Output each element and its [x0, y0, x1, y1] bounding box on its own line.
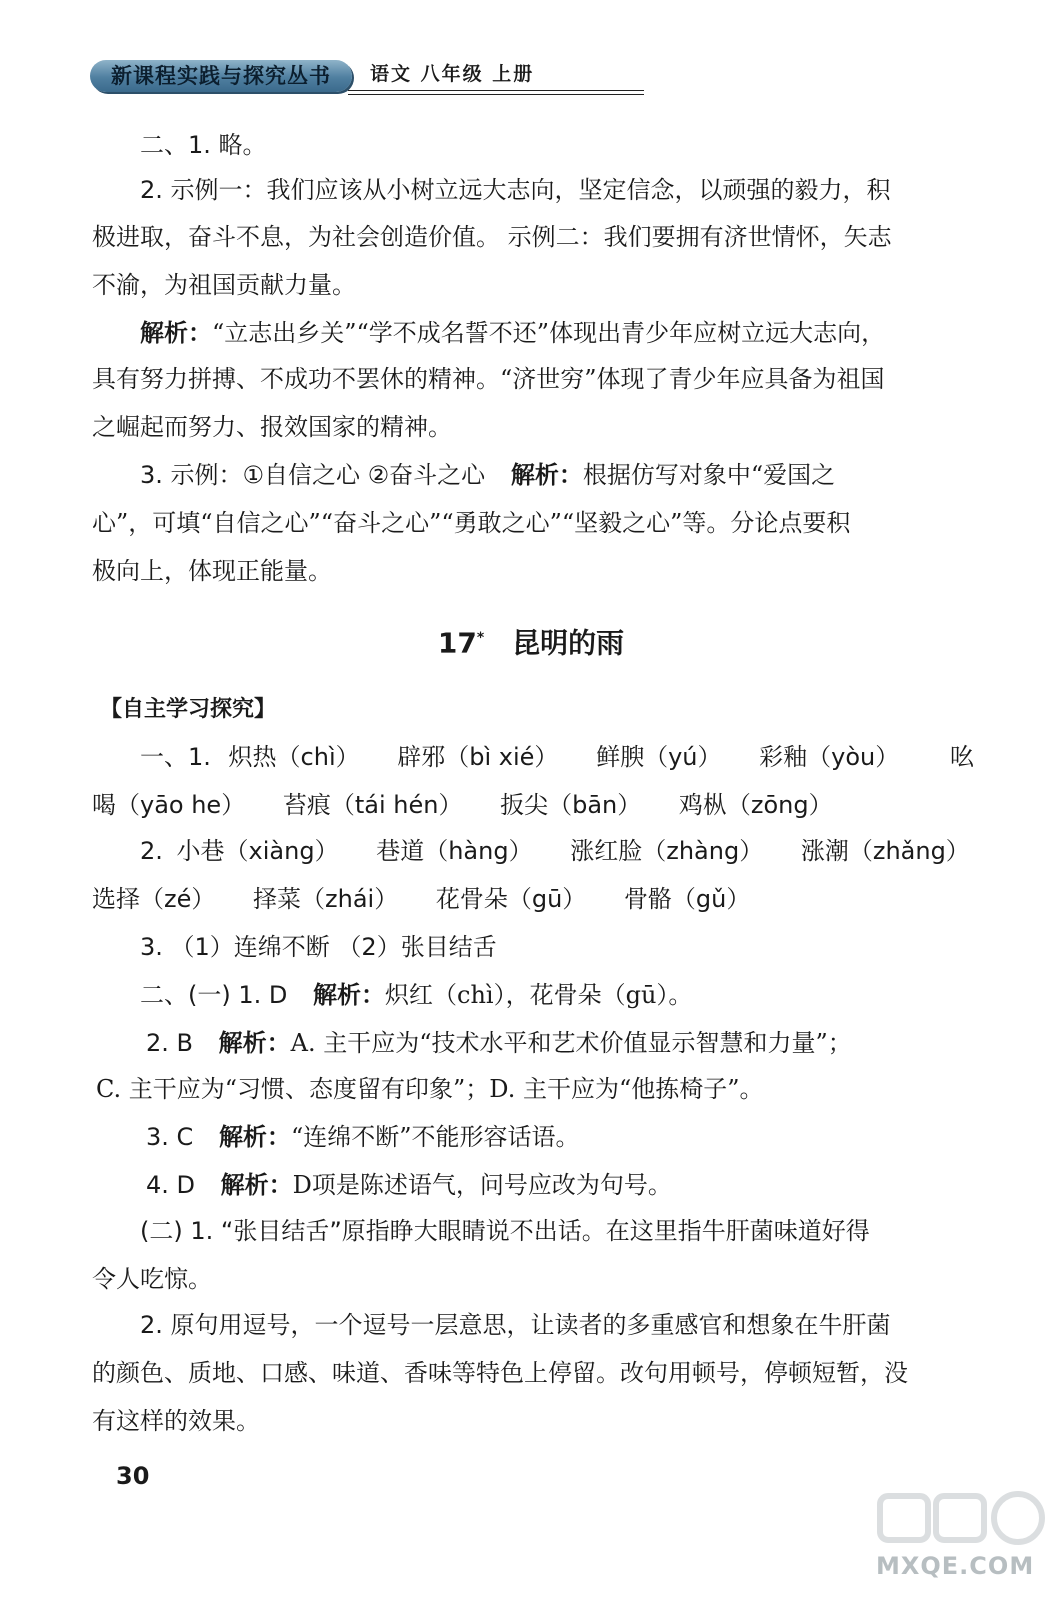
- answer-line: 2. 原句用逗号，一个逗号一层意思，让读者的多重感官和想象在牛肝菌: [140, 1311, 891, 1339]
- analysis-text: “立志出乡关”“学不成名誓不还”体现出青少年应树立远大志向，: [212, 319, 886, 347]
- watermark-text: MXQE.COM: [876, 1552, 1035, 1580]
- answer-line: 2. 示例一：我们应该从小树立远大志向，坚定信念，以顽强的毅力，积: [140, 176, 891, 204]
- pinyin-row: [140, 834, 970, 868]
- page-number: 30: [116, 1462, 150, 1490]
- pinyin-word: 鸡枞（zōng）: [678, 791, 833, 819]
- pinyin-word: 辟邪（bì xié）: [397, 743, 559, 771]
- answer-text: 3. 示例：①自信之心 ②奋斗之心: [140, 461, 486, 489]
- answer-text: 2. B: [146, 1029, 193, 1057]
- pinyin-word: 苔痕（tái hén）: [282, 791, 463, 819]
- analysis-line: 心”，可填“自信之心”“奋斗之心”“勇敢之心”“坚毅之心”等。分论点要积: [92, 509, 851, 537]
- answer-line: [140, 978, 692, 1012]
- answer-line: (二) 1. “张目结舌”原指睁大眼睛说不出话。在这里指牛肝菌味道好得: [140, 1217, 870, 1245]
- answer-text: 二、(一) 1. D: [140, 981, 288, 1009]
- answer-line: 有这样的效果。: [92, 1407, 260, 1435]
- answer-line: 的颜色、质地、口感、味道、香味等特色上停留。改句用顿号，停顿短暂，没: [92, 1359, 908, 1387]
- page-header: [90, 60, 550, 94]
- pinyin-word: 小巷（xiàng）: [176, 837, 339, 865]
- section-title: 【自主学习探究】: [100, 697, 277, 722]
- lesson-number: 17: [437, 626, 477, 660]
- item-number: 2.: [140, 837, 163, 865]
- pinyin-row: [140, 740, 899, 774]
- series-title: 新课程实践与探究丛书: [90, 60, 352, 92]
- analysis-text: 炽红（chì），花骨朵（gū）。: [385, 981, 693, 1009]
- answer-line: 3. （1）连绵不断 （2）张目结舌: [140, 933, 497, 961]
- pinyin-word: 扳尖（bān）: [500, 791, 642, 819]
- lesson-name: 昆明的雨: [512, 626, 625, 660]
- pinyin-word: 涨红脸（zhàng）: [570, 837, 764, 865]
- subject-grade-label: 语文 八年级 上册: [370, 63, 535, 85]
- analysis-line: C. 主干应为“习惯、态度留有印象”；D. 主干应为“他拣椅子”。: [96, 1075, 764, 1103]
- item-number: 一、1.: [140, 743, 211, 771]
- pinyin-word: 巷道（hàng）: [376, 837, 533, 865]
- analysis-text: 根据仿写对象中“爱国之: [582, 461, 836, 489]
- analysis-label: 解析：: [218, 1123, 291, 1151]
- pinyin-word: 吆: [950, 743, 974, 771]
- answer-line: [146, 1168, 672, 1202]
- analysis-text: “连绵不断”不能形容话语。: [290, 1123, 580, 1151]
- analysis-text: D项是陈述语气，问号应改为句号。: [292, 1171, 672, 1199]
- answer-line: 不渝，为祖国贡献力量。: [92, 271, 356, 299]
- analysis-line: 极向上，体现正能量。: [92, 557, 332, 585]
- answer-line: 令人吃惊。: [92, 1265, 212, 1293]
- lesson-title: [0, 618, 1062, 663]
- pinyin-row: [92, 882, 750, 916]
- analysis-label: 解析：: [140, 319, 212, 347]
- pinyin-word: 骨骼（gǔ）: [623, 885, 751, 913]
- analysis-line: [140, 316, 885, 350]
- answer-line: [140, 458, 835, 492]
- analysis-label: 解析：: [218, 1029, 291, 1057]
- header-rule: [348, 90, 644, 95]
- pinyin-word: 鲜腴（yú）: [596, 743, 722, 771]
- pinyin-word: 择菜（zhái）: [253, 885, 399, 913]
- pinyin-word: 彩釉（yòu）: [759, 743, 900, 771]
- answer-line: 极进取，奋斗不息，为社会创造价值。 示例二：我们要拥有济世情怀，矢志: [92, 223, 892, 251]
- analysis-line: 具有努力拼搏、不成功不罢休的精神。“济世穷”体现了青少年应具备为祖国: [92, 365, 885, 393]
- analysis-label: 解析：: [220, 1171, 293, 1199]
- analysis-text: A. 主干应为“技术水平和艺术价值显示智慧和力量”；: [290, 1029, 852, 1057]
- answer-line: [146, 1120, 579, 1154]
- answer-text: 4. D: [146, 1171, 196, 1199]
- pinyin-row: [92, 788, 833, 822]
- analysis-line: 之崛起而努力、报效国家的精神。: [92, 413, 452, 441]
- answer-text: 3. C: [146, 1123, 194, 1151]
- pinyin-word: 花骨朵（gū）: [435, 885, 587, 913]
- pinyin-word: 涨潮（zhǎng）: [800, 837, 970, 865]
- answer-line: [146, 1026, 852, 1060]
- pinyin-word: 选择（zé）: [92, 885, 216, 913]
- pinyin-word: 喝（yāo he）: [92, 791, 246, 819]
- pinyin-word: 炽热（chì）: [228, 743, 360, 771]
- lesson-star: *: [476, 630, 485, 646]
- analysis-label: 解析：: [510, 461, 583, 489]
- answer-line: 二、1. 略。: [140, 131, 267, 159]
- analysis-label: 解析：: [313, 981, 386, 1009]
